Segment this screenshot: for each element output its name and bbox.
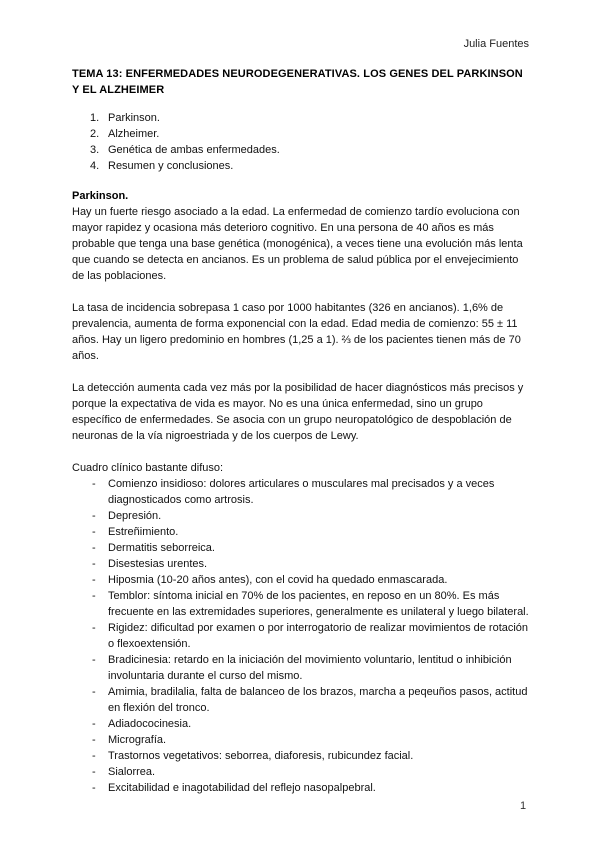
symptom-item <box>72 732 532 748</box>
dash-bullet-icon: - <box>92 750 96 762</box>
symptom-text: Comienzo insidioso: dolores articulares o musculares mal precisados y a veces diagnosticados como artrosis. <box>108 478 495 506</box>
symptom-text: Hiposmia (10-20 años antes), con el covid ha quedado enmascarada. <box>108 574 448 586</box>
paragraph-detection: La detección aumenta cada vez más por la posibilidad de hacer diagnósticos más precisos y porque la expectativa de vida es mayor. No es una única enfermedad, sino un grupo específico de enfermedades. Se asocia con un grupo neuropatológico de despoblación de neuronas de la vía nigroestriada y de los cuerpos de Lewy. <box>72 382 524 442</box>
symptom-item <box>72 764 532 780</box>
page-content <box>72 66 532 796</box>
clinical-intro: Cuadro clínico bastante difuso: <box>72 462 224 474</box>
index-number: 1. <box>90 112 100 124</box>
dash-bullet-icon: - <box>92 766 96 778</box>
symptom-item <box>72 652 532 684</box>
dash-bullet-icon: - <box>92 478 96 490</box>
symptom-text: Disestesias urentes. <box>108 558 208 570</box>
index-item <box>72 110 532 126</box>
page-number: 1 <box>520 800 527 812</box>
index-label: Resumen y conclusiones. <box>108 160 234 172</box>
symptom-item <box>72 540 532 556</box>
symptom-text: Temblor: síntoma inicial en 70% de los pacientes, en reposo en un 80%. Es más frecuente en las extremidades superiores, generalmente es unilateral y luego bilateral. <box>108 590 529 618</box>
symptom-item <box>72 684 532 716</box>
symptom-text: Dermatitis seborreica. <box>108 542 215 554</box>
symptom-text: Estreñimiento. <box>108 526 179 538</box>
dash-bullet-icon: - <box>92 782 96 794</box>
symptom-item <box>72 716 532 732</box>
index-label: Genética de ambas enfermedades. <box>108 144 280 156</box>
index-label: Alzheimer. <box>108 128 160 140</box>
dash-bullet-icon: - <box>92 734 96 746</box>
symptom-item <box>72 780 532 796</box>
dash-bullet-icon: - <box>92 590 96 602</box>
symptom-item <box>72 476 532 508</box>
dash-bullet-icon: - <box>92 622 96 634</box>
symptom-text: Rigidez: dificultad por examen o por interrogatorio de realizar movimientos de rotación o flexoextensión. <box>108 622 529 650</box>
dash-bullet-icon: - <box>92 542 96 554</box>
clinical-symptoms-list <box>72 476 532 796</box>
header-author: Julia Fuentes <box>463 38 529 50</box>
index-number: 2. <box>90 128 100 140</box>
symptom-text: Micrografía. <box>108 734 167 746</box>
index-number: 4. <box>90 160 100 172</box>
dash-bullet-icon: - <box>92 510 96 522</box>
symptom-text: Depresión. <box>108 510 162 522</box>
topic-index-list <box>72 110 532 174</box>
symptom-item <box>72 572 532 588</box>
symptom-text: Bradicinesia: retardo en la iniciación del movimiento voluntario, lentitud o inhibición involuntaria durante el curso del mismo. <box>108 654 512 682</box>
dash-bullet-icon: - <box>92 686 96 698</box>
paragraph-risk-age: Hay un fuerte riesgo asociado a la edad. La enfermedad de comienzo tardío evoluciona con mayor rapidez y ocasiona más deterioro cognitivo. En una persona de 40 años es más probable que tenga una base genética (monogénica), a veces tiene una evolución más lenta que cuando se detecta en ancianos. Es un problema de salud pública por el envejecimiento de las poblaciones. <box>72 206 523 282</box>
symptom-item <box>72 524 532 540</box>
index-item <box>72 142 532 158</box>
symptom-text: Amimia, bradilalia, falta de balanceo de los brazos, marcha a peqeuños pasos, actitud en flexión del tronco. <box>108 686 528 714</box>
section-heading-parkinson: Parkinson. <box>72 190 129 202</box>
document-title: TEMA 13: ENFERMEDADES NEURODEGENERATIVAS. LOS GENES DEL PARKINSON Y EL ALZHEIMER <box>72 68 523 96</box>
index-item <box>72 126 532 142</box>
dash-bullet-icon: - <box>92 718 96 730</box>
symptom-item <box>72 556 532 572</box>
dash-bullet-icon: - <box>92 558 96 570</box>
symptom-item <box>72 588 532 620</box>
symptom-item <box>72 620 532 652</box>
dash-bullet-icon: - <box>92 526 96 538</box>
dash-bullet-icon: - <box>92 574 96 586</box>
index-number: 3. <box>90 144 100 156</box>
symptom-text: Trastornos vegetativos: seborrea, diaforesis, rubicundez facial. <box>108 750 414 762</box>
symptom-item <box>72 508 532 524</box>
symptom-text: Adiadococinesia. <box>108 718 192 730</box>
symptom-text: Sialorrea. <box>108 766 156 778</box>
symptom-text: Excitabilidad e inagotabilidad del reflejo nasopalpebral. <box>108 782 376 794</box>
symptom-item <box>72 748 532 764</box>
dash-bullet-icon: - <box>92 654 96 666</box>
index-item <box>72 158 532 174</box>
paragraph-incidence: La tasa de incidencia sobrepasa 1 caso por 1000 habitantes (326 en ancianos). 1,6% de prevalencia, aumenta de forma exponencial con la edad. Edad media de comienzo: 55 ± 11 años. Hay un ligero predominio en hombres (1,25 a 1). ⅔ de los pacientes tienen más de 70 años. <box>72 302 521 362</box>
index-label: Parkinson. <box>108 112 160 124</box>
